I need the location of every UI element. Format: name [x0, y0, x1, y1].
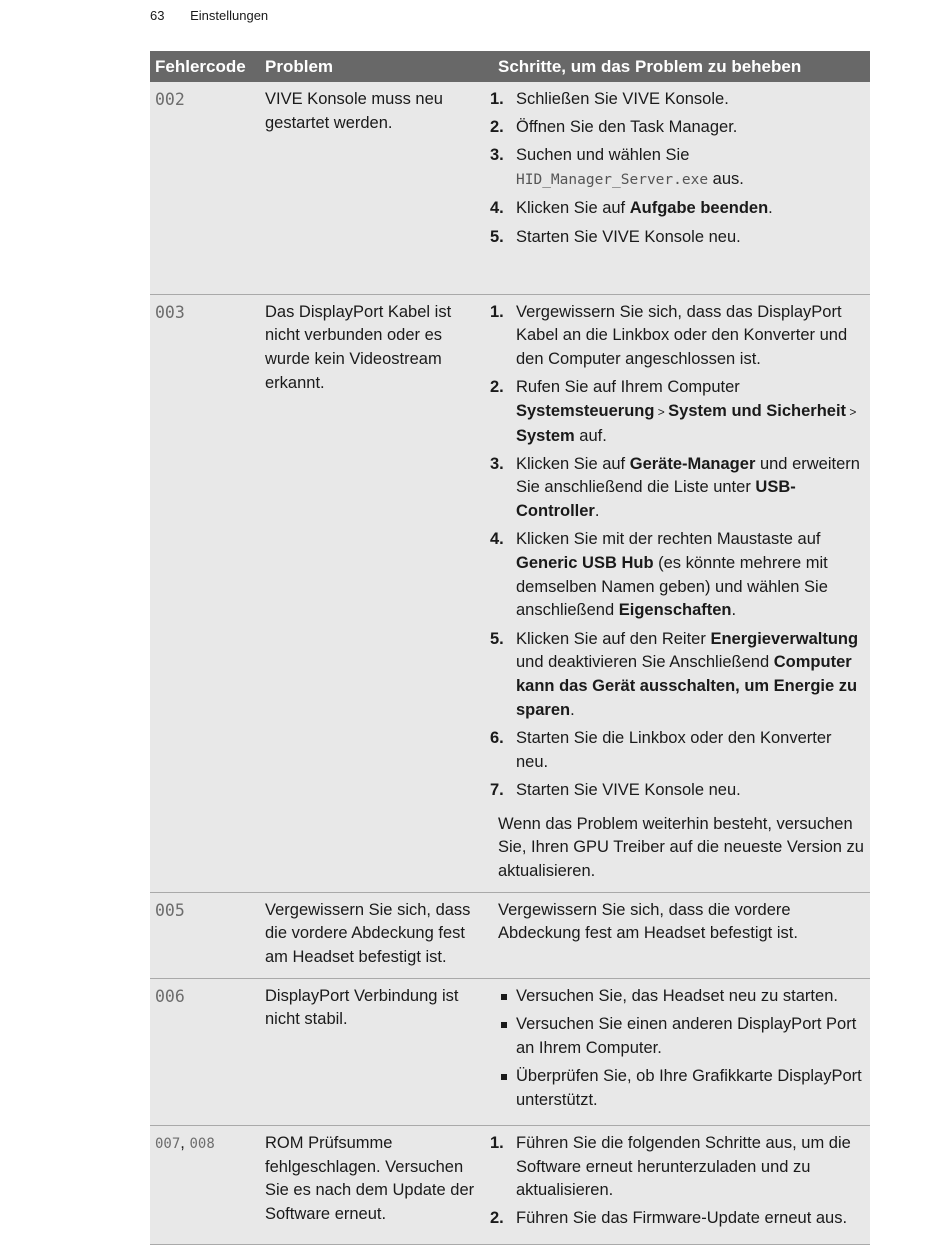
step-number: 2.	[490, 1209, 504, 1228]
step-text: Schließen Sie VIVE Konsole.	[516, 90, 729, 108]
bullet-square-icon	[501, 994, 507, 1000]
path-separator: >	[654, 404, 669, 419]
step-item	[490, 628, 865, 723]
step-item	[490, 376, 865, 448]
step-item	[490, 1132, 865, 1203]
ui-term: Energieverwaltung	[710, 629, 859, 648]
bullet-item	[498, 1065, 865, 1112]
path-separator: >	[846, 404, 857, 419]
step-item	[490, 116, 865, 140]
solution-cell	[490, 82, 870, 294]
bullet-square-icon	[501, 1022, 507, 1028]
step-text: auf.	[574, 426, 607, 445]
error-code: 003	[150, 294, 260, 892]
step-item	[490, 226, 865, 250]
bullet-list	[498, 985, 865, 1113]
step-text: .	[570, 700, 575, 719]
step-text: .	[594, 502, 600, 521]
step-text: und erweitern Sie anschließend die Liste unter	[516, 454, 860, 497]
step-number: 7.	[490, 780, 504, 799]
step-list	[490, 301, 865, 803]
step-text: Vergewissern Sie sich, dass das DisplayPort Kabel an die Linkbox oder den Konverter und den Computer angeschlossen ist.	[516, 302, 848, 368]
problem-text: Vergewissern Sie sich, dass die vordere Abdeckung fest am Headset befestigt ist.	[260, 892, 493, 978]
step-item	[490, 727, 865, 774]
step-number: 1.	[490, 1133, 504, 1152]
ui-term: Aufgabe beenden	[629, 199, 769, 218]
ui-term: System	[516, 426, 575, 445]
step-text: Führen Sie das Firmware-Update erneut aus.	[516, 1209, 848, 1228]
step-item	[490, 301, 865, 372]
bullet-item	[498, 1013, 865, 1060]
step-number: 4.	[490, 199, 504, 218]
error-code: 002	[150, 82, 260, 294]
bullet-text: Überprüfen Sie, ob Ihre Grafikkarte DisplayPort unterstützt.	[516, 1066, 862, 1109]
step-item	[490, 197, 865, 221]
solution-cell	[493, 978, 870, 1125]
step-number: 3.	[490, 454, 504, 473]
error-code-b: 008	[189, 1135, 215, 1152]
step-item	[490, 1207, 865, 1231]
step-text: Starten Sie die Linkbox oder den Konverter neu.	[516, 728, 832, 771]
ui-term: Geräte-Manager	[629, 454, 756, 473]
ui-term: Eigenschaften	[618, 601, 732, 620]
ui-term: Computer kann das Gerät ausschalten, um Energie zu sparen	[516, 653, 858, 719]
solution-cell	[490, 294, 870, 892]
step-text: aus.	[708, 170, 744, 189]
problem-text: Das DisplayPort Kabel ist nicht verbunden oder es wurde kein Videostream erkannt.	[260, 294, 493, 892]
step-number: 6.	[490, 728, 504, 747]
step-text: (es könnte mehrere mit demselben Namen geben) und wählen Sie anschließend	[516, 554, 828, 620]
error-code-table	[150, 51, 870, 1245]
problem-text: DisplayPort Verbindung ist nicht stabil.	[260, 978, 493, 1125]
code-separator: ,	[180, 1133, 190, 1152]
error-code	[150, 1125, 260, 1244]
step-item	[490, 88, 865, 112]
table-row	[150, 294, 870, 892]
problem-text: VIVE Konsole muss neu gestartet werden.	[260, 82, 493, 294]
solution-text: Vergewissern Sie sich, dass die vordere Abdeckung fest am Headset befestigt ist.	[493, 892, 870, 978]
step-number: 2.	[490, 118, 504, 137]
step-item	[490, 453, 865, 524]
step-list	[490, 1132, 865, 1231]
column-header-steps: Schritte, um das Problem zu beheben	[493, 51, 870, 82]
step-text: Rufen Sie auf Ihrem Computer	[516, 378, 740, 397]
step-text: Klicken Sie mit der rechten Maustaste auf	[516, 530, 821, 549]
step-number: 5.	[490, 629, 504, 648]
solution-cell	[490, 1125, 870, 1244]
step-item	[490, 144, 865, 192]
table-header-row	[150, 51, 870, 82]
section-title: Einstellungen	[190, 8, 269, 23]
bullet-square-icon	[501, 1074, 507, 1080]
column-header-problem: Problem	[260, 51, 493, 82]
step-text: Klicken Sie auf	[516, 199, 630, 218]
error-code: 006	[150, 978, 260, 1125]
error-code-a: 007	[155, 1135, 181, 1152]
page-header	[150, 8, 268, 23]
step-text: Öffnen Sie den Task Manager.	[516, 118, 738, 137]
step-text: Klicken Sie auf	[516, 454, 630, 473]
step-text: und deaktivieren Sie Anschließend	[516, 653, 774, 672]
page-number: 63	[150, 8, 165, 23]
ui-term: System und Sicherheit	[668, 401, 847, 420]
step-item	[490, 528, 865, 623]
table-row	[150, 82, 870, 294]
step-number: 5.	[490, 227, 504, 246]
file-name: HID_Manager_Server.exe	[516, 172, 709, 189]
table-row	[150, 1125, 870, 1244]
ui-term: USB-Controller	[516, 478, 796, 521]
ui-term: Generic USB Hub	[516, 554, 654, 573]
ui-term: Systemsteuerung	[516, 401, 655, 420]
problem-text: ROM Prüfsumme fehlgeschlagen. Versuchen Sie es nach dem Update der Software erneut.	[260, 1125, 493, 1244]
column-header-code: Fehlercode	[150, 51, 260, 82]
step-number: 4.	[490, 530, 504, 549]
step-text: Starten Sie VIVE Konsole neu.	[516, 780, 741, 799]
step-text: .	[768, 199, 773, 218]
step-number: 3.	[490, 146, 504, 165]
step-text: Klicken Sie auf den Reiter	[516, 629, 711, 648]
step-number: 1.	[490, 302, 504, 321]
bullet-item	[498, 985, 865, 1009]
step-item	[490, 779, 865, 803]
step-list	[490, 88, 865, 249]
table-row	[150, 978, 870, 1125]
step-number: 2.	[490, 378, 504, 397]
bullet-text: Versuchen Sie, das Headset neu zu starten.	[516, 986, 838, 1005]
step-number: 1.	[490, 90, 504, 108]
table-row	[150, 892, 870, 978]
step-text: .	[731, 601, 737, 620]
step-text: Führen Sie die folgenden Schritte aus, um die Software erneut herunterzuladen und zu aktualisieren.	[516, 1133, 851, 1200]
step-text: Starten Sie VIVE Konsole neu.	[516, 227, 741, 246]
additional-note: Wenn das Problem weiterhin besteht, versuchen Sie, Ihren GPU Treiber auf die neueste Version zu aktualisieren.	[498, 814, 864, 880]
bullet-text: Versuchen Sie einen anderen DisplayPort Port an Ihrem Computer.	[516, 1014, 857, 1057]
error-code: 005	[150, 892, 260, 978]
step-text: Suchen und wählen Sie	[516, 146, 690, 165]
